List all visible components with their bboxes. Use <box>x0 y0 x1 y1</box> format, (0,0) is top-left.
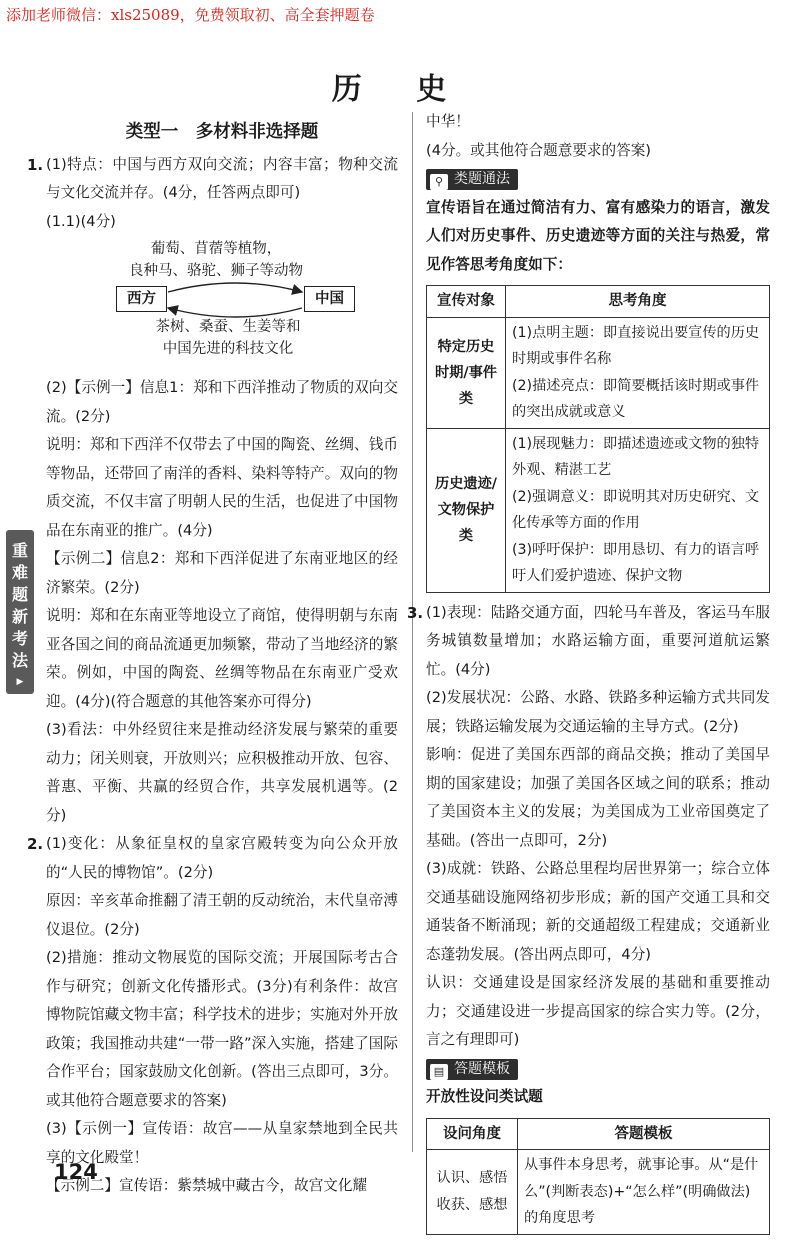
right-column <box>407 108 770 1241</box>
table-cell-category: 特定历史时期/事件类 <box>427 317 506 428</box>
table-row <box>427 428 770 592</box>
answer-paragraph: (4分。或其他符合题意要求的答案) <box>426 141 651 159</box>
table-cell-category: 历史遗迹/文物保护类 <box>427 428 506 592</box>
side-tab <box>6 530 34 694</box>
table-header: 设问角度 <box>427 1118 518 1150</box>
answer-paragraph: 【示例二】宣传语：紫禁城中藏古今，故宫文化耀 <box>46 1177 368 1194</box>
question-number: 2. <box>27 835 44 853</box>
table-header: 宣传对象 <box>427 286 506 318</box>
answer-paragraph: 【示例二】信息2：郑和下西洋促进了东南亚地区的经济繁荣。(2分) <box>46 550 398 596</box>
question-number: 3. <box>407 603 424 622</box>
template-tag-label: 答题模板 <box>454 1060 510 1077</box>
diagram-label: 中国先进的科技文化 <box>162 341 294 357</box>
key-icon: ⚲ <box>430 174 448 190</box>
exchange-diagram <box>46 238 398 370</box>
answer-paragraph: (3)成就：铁路、公路总里程均居世界第一；综合立体交通基础设施网络初步形成；新的国产交通工具和交通装备不断涌现；新的交通超级工程建成；交通新业态蓬勃发展。(答出两点即可，4分) <box>426 860 770 963</box>
answer-paragraph: (1)表现：陆路交通方面，四轮马车普及，客运马车服务城镇数量增加；水路运输方面，重要河道航运繁忙。(4分) <box>426 603 770 678</box>
answer-paragraph: 中华！ <box>426 113 470 130</box>
answer-paragraph: (3)【示例一】宣传语：故宫——从皇家禁地到全民共享的文化殿堂！ <box>46 1120 398 1166</box>
question-1 <box>27 151 398 831</box>
answer-paragraph: (1.1)(4分) <box>46 212 116 230</box>
answer-paragraph: (1)特点：中国与西方双向交流；内容丰富；物种交流与文化交流并存。(4分，任答两点即可) <box>46 155 398 201</box>
table-row <box>427 1150 770 1235</box>
answer-paragraph: (1)变化：从象征皇权的皇家宫殿转变为向公众开放的“人民的博物馆”。(2分) <box>46 835 398 881</box>
section-title: 类型一 多材料非选择题 <box>125 122 319 142</box>
answer-paragraph: 说明：郑和在东南亚等地设立了商馆，使得明朝与东南亚各国之间的商品流通更加频繁，带动了当地经济的繁荣。例如，中国的陶瓷、丝绸等物品在东南亚广受欢迎。(4分)(符合题意的其他答案亦可得分) <box>46 607 398 710</box>
column-divider <box>412 112 413 1152</box>
table-cell-content: (1)展现魅力：即描述遗迹或文物的独特外观、精湛工艺 (2)强调意义：即说明其对历史研究、文化传承等方面的作用 (3)呼吁保护：即用恳切、有力的语言呼吁人们爱护遗迹、保护文物 <box>506 428 770 592</box>
page-title: 历 史 <box>331 72 469 107</box>
answer-paragraph: (2)发展状况：公路、水路、铁路多种运输方式共同发展；铁路运输发展为交通运输的主导方式。(2分) <box>426 689 770 735</box>
method-intro: 宣传语旨在通过简洁有力、富有感染力的语言，激发人们对历史事件、历史遗迹等方面的关注与热爱，常见作答思考角度如下： <box>426 198 770 273</box>
method-table <box>426 285 770 593</box>
template-tag <box>426 1059 518 1080</box>
diagram-label: 葡萄、苜蓿等植物， <box>150 241 282 257</box>
table-header: 答题模板 <box>518 1118 770 1150</box>
table-header-row <box>427 1118 770 1150</box>
book-icon: ▤ <box>430 1064 448 1080</box>
diagram-label: 良种马、骆驼、狮子等动物 <box>129 263 303 279</box>
table-row <box>427 317 770 428</box>
answer-paragraph: 原因：辛亥革命推翻了清王朝的反动统治，末代皇帝溥仪退位。(2分) <box>46 892 398 938</box>
answer-paragraph: (2)措施：推动文物展览的国际交流；开展国际考古合作与研究；创新文化传播形式。(3分)有利条件：故宫博物院馆藏文物丰富；科学技术的进步；实施对外开放政策；我国推动共建“一带一路”深入实施，搭建了国际合作平台；国家鼓励文化创新。(答出三点即可，3分。或其他符合题意要求的答案) <box>46 949 398 1109</box>
template-table <box>426 1118 770 1235</box>
question-2 <box>27 830 398 1201</box>
table-cell-category: 认识、感悟收获、感想 <box>427 1150 518 1235</box>
watermark-text: 添加老师微信：xls25089，免费领取初、高全套押题卷 <box>6 6 375 24</box>
question-number: 1. <box>27 155 44 174</box>
table-cell-content: 从事件本身思考，就事论事。从“是什么”(判断表态)+“怎么样”(明确做法)的角度思考 <box>518 1150 770 1235</box>
method-tag-label: 类题通法 <box>454 171 510 187</box>
answer-paragraph: 认识：交通建设是国家经济发展的基础和重要推动力；交通建设进一步提高国家的综合实力等。(2分，言之有理即可) <box>426 974 770 1048</box>
table-header-row <box>427 286 770 318</box>
template-subtitle: 开放性设问类试题 <box>426 1088 543 1105</box>
method-tag <box>426 169 518 190</box>
answer-paragraph: (2)【示例一】信息1：郑和下西洋推动了物质的双向交流。(2分) <box>46 379 398 425</box>
table-cell-content: (1)点明主题：即直接说出要宣传的历史时期或事件名称 (2)描述亮点：即简要概括该时期或事件的突出成就或意义 <box>506 317 770 428</box>
china-box: 中国 <box>304 286 355 312</box>
question-3 <box>407 599 770 1055</box>
side-tab-label: 重难题新考法 <box>12 541 29 670</box>
west-box: 西方 <box>116 286 167 312</box>
answer-paragraph: (3)看法：中外经贸往来是推动经济发展与繁荣的重要动力；闭关则衰，开放则兴；应积极推动开放、包容、普惠、平衡、共赢的经贸合作，共享发展机遇等。(2分) <box>46 721 398 824</box>
diagram-label: 茶树、桑蚕、生姜等和 <box>155 319 301 335</box>
table-header: 思考角度 <box>506 286 770 318</box>
page-number: 124 <box>54 1160 98 1184</box>
left-column <box>27 108 398 1201</box>
triangle-icon: ▶ <box>16 677 24 687</box>
answer-paragraph: 说明：郑和下西洋不仅带去了中国的陶瓷、丝绸、钱币等物品，还带回了南洋的香料、染料等特产。双向的物质交流，不仅丰富了明朝人民的生活，也促进了中国物品在东南亚的推广。(4分) <box>46 436 398 539</box>
answer-paragraph: 影响：促进了美国东西部的商品交换；推动了美国早期的国家建设；加强了美国各区域之间的联系；推动了美国资本主义的发展；为美国成为工业帝国奠定了基础。(答出一点即可，2分) <box>426 746 770 849</box>
